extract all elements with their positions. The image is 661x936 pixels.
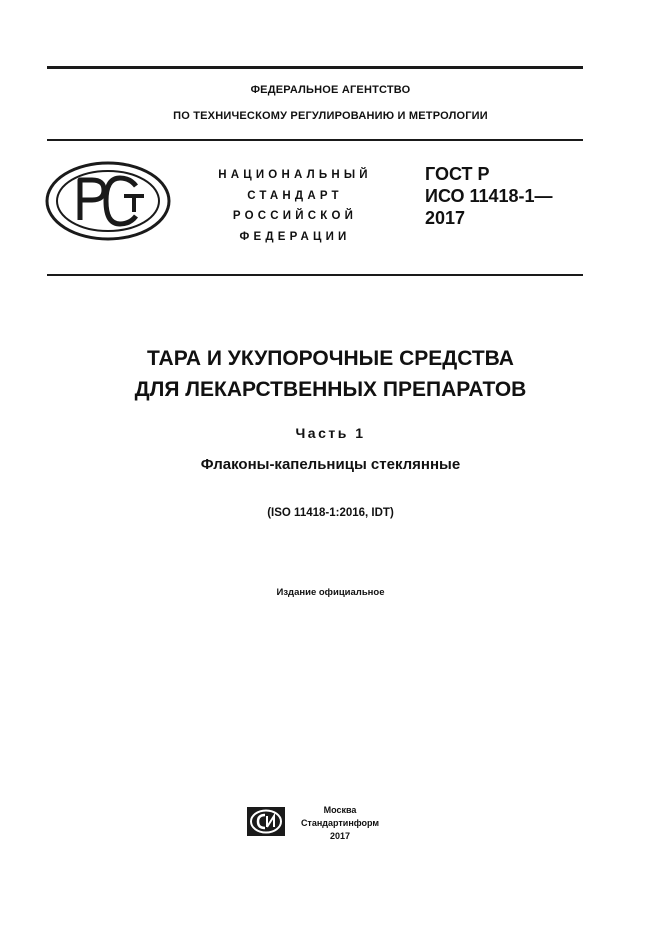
- gost-designation-2: ИСО 11418-1—: [425, 186, 553, 206]
- document-title-line-1: ТАРА И УКУПОРОЧНЫЕ СРЕДСТВА: [147, 347, 514, 370]
- gost-designation-3: 2017: [425, 208, 466, 228]
- standard-line-3: РОССИЙСКОЙ: [232, 210, 358, 222]
- section-rule: [47, 274, 583, 276]
- document-subtitle: Флаконы-капельницы стеклянные: [200, 456, 461, 473]
- standartinform-logo-icon: [246, 806, 286, 837]
- rst-logo-icon: [44, 160, 172, 242]
- header-rule: [47, 139, 583, 141]
- gost-designation-1: ГОСТ Р: [425, 164, 490, 184]
- part-label: Часть 1: [295, 425, 366, 441]
- edition-note: Издание официальное: [276, 587, 385, 598]
- publisher-year: 2017: [329, 831, 351, 841]
- publisher-city: Москва: [323, 805, 357, 815]
- iso-reference: (ISO 11418-1:2016, IDT): [267, 507, 394, 519]
- standard-line-4: ФЕДЕРАЦИИ: [239, 231, 351, 243]
- publisher-name: Стандартинформ: [300, 818, 380, 828]
- agency-line-2: ПО ТЕХНИЧЕСКОМУ РЕГУЛИРОВАНИЮ И МЕТРОЛОГИИ: [173, 110, 488, 122]
- document-title-line-2: ДЛЯ ЛЕКАРСТВЕННЫХ ПРЕПАРАТОВ: [134, 378, 527, 401]
- standard-line-2: СТАНДАРТ: [247, 190, 343, 202]
- top-rule: [47, 66, 583, 69]
- agency-line-1: ФЕДЕРАЛЬНОЕ АГЕНТСТВО: [250, 84, 411, 96]
- standard-line-1: НАЦИОНАЛЬНЫЙ: [218, 169, 372, 181]
